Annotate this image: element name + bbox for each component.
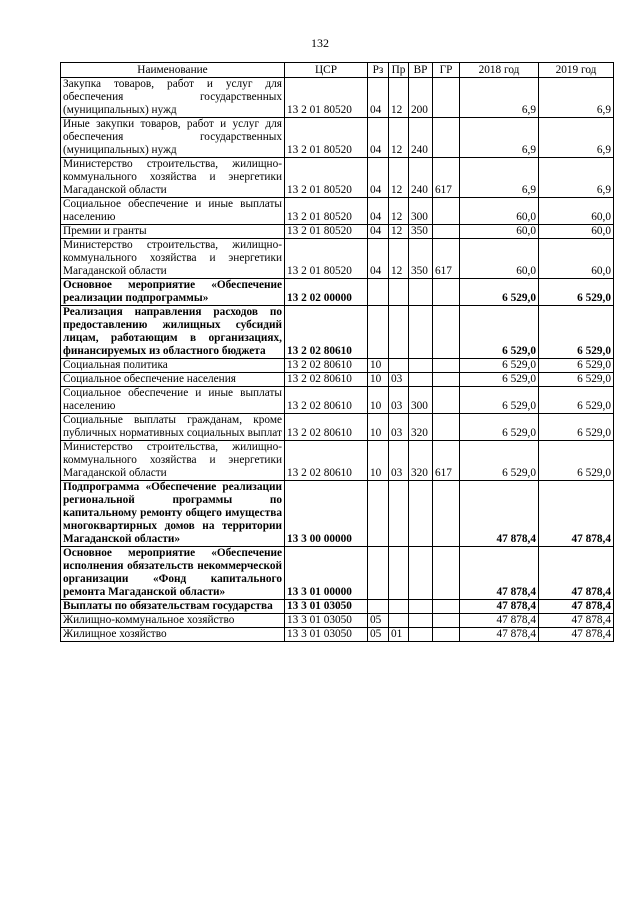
cell-vr: 350	[409, 225, 433, 239]
cell-vr	[409, 600, 433, 614]
cell-2019: 47 878,4	[539, 614, 614, 628]
cell-vr	[409, 279, 433, 306]
cell-rz	[368, 279, 389, 306]
cell-rz: 04	[368, 225, 389, 239]
cell-vr: 320	[409, 441, 433, 481]
cell-name: Социальное обеспечение и иные выплаты населению	[61, 387, 285, 414]
cell-name: Социальная политика	[61, 359, 285, 373]
cell-gr: 617	[433, 239, 460, 279]
cell-csr: 13 2 02 80610	[285, 359, 368, 373]
cell-vr: 240	[409, 158, 433, 198]
cell-csr: 13 2 02 00000	[285, 279, 368, 306]
cell-vr	[409, 481, 433, 547]
cell-2019: 60,0	[539, 239, 614, 279]
table-row	[61, 359, 614, 373]
cell-gr	[433, 198, 460, 225]
cell-csr: 13 3 01 03050	[285, 600, 368, 614]
table-row	[61, 225, 614, 239]
cell-2018: 60,0	[460, 198, 539, 225]
cell-name: Закупка товаров, работ и услуг для обеспечения государственных (муниципальных) нужд	[61, 78, 285, 118]
cell-name: Министерство строительства, жилищно-коммунального хозяйства и энергетики Магаданской области	[61, 441, 285, 481]
cell-2019: 6 529,0	[539, 306, 614, 359]
header-rz: Рз	[368, 63, 389, 78]
cell-2018: 6 529,0	[460, 373, 539, 387]
cell-vr	[409, 359, 433, 373]
cell-name: Социальное обеспечение населения	[61, 373, 285, 387]
cell-csr: 13 2 02 80610	[285, 387, 368, 414]
cell-rz: 10	[368, 387, 389, 414]
cell-gr	[433, 279, 460, 306]
cell-vr	[409, 614, 433, 628]
page-number: 132	[311, 36, 329, 50]
cell-2019: 47 878,4	[539, 600, 614, 614]
header-2019: 2019 год	[539, 63, 614, 78]
cell-name: Реализация направления расходов по предоставлению жилищных субсидий лицам, работающим в организациях, финансируемых из областного бюджета	[61, 306, 285, 359]
cell-csr: 13 2 02 80610	[285, 414, 368, 441]
cell-name: Основное мероприятие «Обеспечение реализации подпрограммы»	[61, 279, 285, 306]
cell-2018: 6 529,0	[460, 306, 539, 359]
cell-pr	[389, 306, 409, 359]
cell-2019: 6 529,0	[539, 373, 614, 387]
cell-2019: 6 529,0	[539, 441, 614, 481]
cell-gr	[433, 414, 460, 441]
cell-2018: 60,0	[460, 225, 539, 239]
cell-2018: 6,9	[460, 118, 539, 158]
cell-2018: 6 529,0	[460, 279, 539, 306]
cell-pr	[389, 600, 409, 614]
cell-vr: 240	[409, 118, 433, 158]
table-row	[61, 78, 614, 118]
cell-pr: 01	[389, 628, 409, 642]
cell-2018: 47 878,4	[460, 600, 539, 614]
cell-pr	[389, 359, 409, 373]
header-row	[61, 63, 614, 78]
cell-csr: 13 3 01 03050	[285, 628, 368, 642]
cell-2019: 6,9	[539, 78, 614, 118]
budget-table	[60, 62, 614, 642]
cell-pr: 12	[389, 78, 409, 118]
table-row	[61, 373, 614, 387]
cell-vr: 300	[409, 387, 433, 414]
table-row	[61, 600, 614, 614]
cell-2019: 6 529,0	[539, 414, 614, 441]
table-row	[61, 547, 614, 600]
cell-gr: 617	[433, 441, 460, 481]
cell-csr: 13 2 01 80520	[285, 225, 368, 239]
cell-pr	[389, 614, 409, 628]
cell-2018: 60,0	[460, 239, 539, 279]
cell-2019: 47 878,4	[539, 481, 614, 547]
cell-vr: 200	[409, 78, 433, 118]
cell-pr: 03	[389, 441, 409, 481]
cell-csr: 13 3 01 03050	[285, 614, 368, 628]
cell-2018: 6 529,0	[460, 387, 539, 414]
cell-pr	[389, 279, 409, 306]
cell-rz	[368, 306, 389, 359]
cell-2018: 6 529,0	[460, 359, 539, 373]
cell-2019: 60,0	[539, 225, 614, 239]
cell-vr	[409, 373, 433, 387]
table-row	[61, 387, 614, 414]
table-row	[61, 414, 614, 441]
cell-gr	[433, 547, 460, 600]
cell-csr: 13 2 02 80610	[285, 441, 368, 481]
cell-vr	[409, 628, 433, 642]
cell-rz: 04	[368, 118, 389, 158]
cell-2018: 6 529,0	[460, 441, 539, 481]
cell-rz: 10	[368, 359, 389, 373]
cell-pr: 12	[389, 118, 409, 158]
cell-name: Жилищное хозяйство	[61, 628, 285, 642]
cell-2018: 47 878,4	[460, 628, 539, 642]
cell-name: Социальные выплаты гражданам, кроме публичных нормативных социальных выплат	[61, 414, 285, 441]
cell-vr: 320	[409, 414, 433, 441]
cell-pr	[389, 481, 409, 547]
cell-2018: 47 878,4	[460, 614, 539, 628]
cell-rz	[368, 481, 389, 547]
cell-2019: 47 878,4	[539, 628, 614, 642]
cell-pr: 03	[389, 414, 409, 441]
cell-gr	[433, 481, 460, 547]
cell-name: Премии и гранты	[61, 225, 285, 239]
cell-gr	[433, 78, 460, 118]
table-row	[61, 481, 614, 547]
cell-gr	[433, 600, 460, 614]
cell-name: Жилищно-коммунальное хозяйство	[61, 614, 285, 628]
cell-2018: 47 878,4	[460, 547, 539, 600]
cell-name: Министерство строительства, жилищно-коммунального хозяйства и энергетики Магаданской области	[61, 158, 285, 198]
cell-csr: 13 2 02 80610	[285, 373, 368, 387]
cell-vr: 300	[409, 198, 433, 225]
cell-pr: 03	[389, 373, 409, 387]
cell-gr: 617	[433, 158, 460, 198]
header-name: Наименование	[61, 63, 285, 78]
table-row	[61, 628, 614, 642]
cell-rz: 05	[368, 628, 389, 642]
cell-rz: 05	[368, 614, 389, 628]
table-row	[61, 198, 614, 225]
cell-gr	[433, 306, 460, 359]
cell-gr	[433, 118, 460, 158]
cell-gr	[433, 628, 460, 642]
cell-name: Министерство строительства, жилищно-коммунального хозяйства и энергетики Магаданской области	[61, 239, 285, 279]
cell-rz	[368, 547, 389, 600]
cell-2018: 6 529,0	[460, 414, 539, 441]
cell-2019: 6 529,0	[539, 359, 614, 373]
cell-csr: 13 3 00 00000	[285, 481, 368, 547]
cell-gr	[433, 614, 460, 628]
cell-name: Социальное обеспечение и иные выплаты населению	[61, 198, 285, 225]
cell-2018: 6,9	[460, 158, 539, 198]
cell-pr	[389, 547, 409, 600]
table-row	[61, 158, 614, 198]
cell-gr	[433, 225, 460, 239]
cell-csr: 13 3 01 00000	[285, 547, 368, 600]
cell-csr: 13 2 02 80610	[285, 306, 368, 359]
cell-2019: 60,0	[539, 198, 614, 225]
cell-pr: 03	[389, 387, 409, 414]
cell-2019: 6 529,0	[539, 387, 614, 414]
table-row	[61, 279, 614, 306]
cell-2019: 6,9	[539, 158, 614, 198]
cell-pr: 12	[389, 158, 409, 198]
cell-pr: 12	[389, 239, 409, 279]
cell-vr	[409, 547, 433, 600]
cell-pr: 12	[389, 225, 409, 239]
cell-csr: 13 2 01 80520	[285, 78, 368, 118]
cell-gr	[433, 373, 460, 387]
cell-rz: 04	[368, 198, 389, 225]
table-row	[61, 239, 614, 279]
cell-name: Основное мероприятие «Обеспечение исполнения обязательств некоммерческой организации «Фонд капитального ремонта Магаданской области»	[61, 547, 285, 600]
cell-name: Иные закупки товаров, работ и услуг для обеспечения государственных (муниципальных) нужд	[61, 118, 285, 158]
cell-csr: 13 2 01 80520	[285, 198, 368, 225]
cell-2019: 47 878,4	[539, 547, 614, 600]
cell-rz: 04	[368, 78, 389, 118]
cell-csr: 13 2 01 80520	[285, 118, 368, 158]
table-row	[61, 614, 614, 628]
header-pr: Пр	[389, 63, 409, 78]
cell-vr: 350	[409, 239, 433, 279]
header-vr: ВР	[409, 63, 433, 78]
table-row	[61, 306, 614, 359]
cell-2018: 47 878,4	[460, 481, 539, 547]
table-row	[61, 441, 614, 481]
cell-2019: 6,9	[539, 118, 614, 158]
header-csr: ЦСР	[285, 63, 368, 78]
cell-rz	[368, 600, 389, 614]
cell-vr	[409, 306, 433, 359]
table-row	[61, 118, 614, 158]
cell-rz: 04	[368, 239, 389, 279]
cell-rz: 10	[368, 441, 389, 481]
header-2018: 2018 год	[460, 63, 539, 78]
cell-csr: 13 2 01 80520	[285, 239, 368, 279]
cell-2019: 6 529,0	[539, 279, 614, 306]
cell-gr	[433, 359, 460, 373]
header-gr: ГР	[433, 63, 460, 78]
cell-name: Выплаты по обязательствам государства	[61, 600, 285, 614]
cell-2018: 6,9	[460, 78, 539, 118]
cell-gr	[433, 387, 460, 414]
cell-rz: 04	[368, 158, 389, 198]
cell-pr: 12	[389, 198, 409, 225]
cell-csr: 13 2 01 80520	[285, 158, 368, 198]
cell-name: Подпрограмма «Обеспечение реализации региональной программы по капитальному ремонту общего имущества многоквартирных домов на территории Магаданской области»	[61, 481, 285, 547]
cell-rz: 10	[368, 414, 389, 441]
cell-rz: 10	[368, 373, 389, 387]
